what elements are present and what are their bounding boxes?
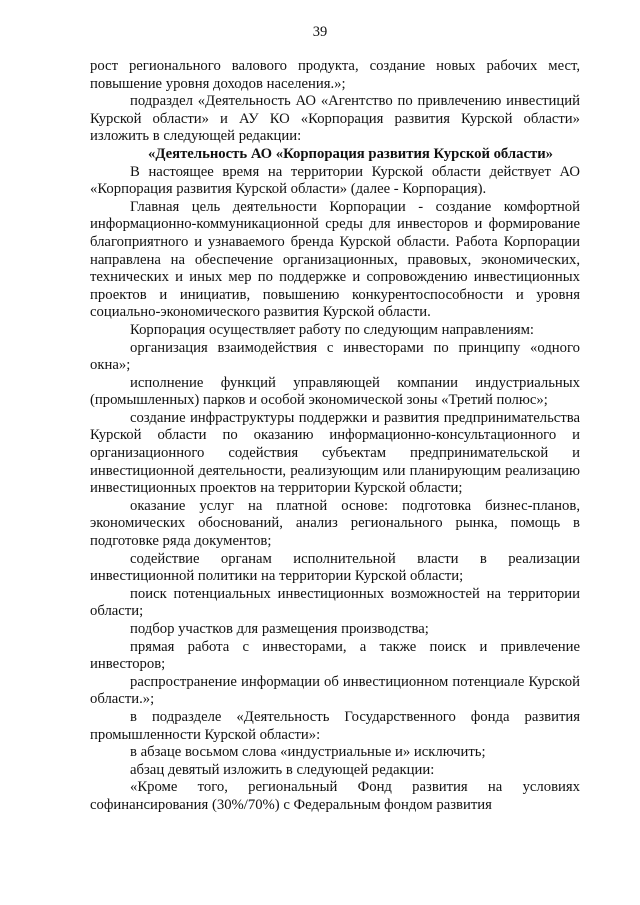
paragraph-fund-subsection: в подразделе «Деятельность Государственного фонда развития промышленности Курской области»: [90, 708, 580, 743]
page-number: 39 [312, 24, 328, 40]
list-item-direction: распространение информации об инвестиционном потенциале Курской области.»; [90, 673, 580, 708]
paragraph-subsection-amendment: подраздел «Деятельность АО «Агентство по привлечению инвестиций Курской области» и АУ КО «Корпорация развития Курской области» изложить в следующей редакции: [90, 93, 580, 145]
paragraph-main-goal: Главная цель деятельности Корпорации - создание комфортной информационно-коммуникационной среды для инвесторов и формирование благоприятного и узнаваемого бренда Курской области. Работа Корпорации направлена на обеспечение организационных, правовых, экономических, технических и иных мер по поддержке и сопровождению инвестиционных проектов и инициатив, повышению конкурентоспособности и уровня социально-экономического развития Курской области. [90, 198, 580, 321]
document-body [90, 58, 580, 815]
list-item-direction: содействие органам исполнительной власти в реализации инвестиционной политики на территории Курской области; [90, 550, 580, 585]
list-item-direction: создание инфраструктуры поддержки и развития предпринимательства Курской области по оказанию информационно-консультационного и организационного содействия субъектам предпринимательской и инвестиционной деятельности, реализующим или планирующим реализацию инвестиционных проектов на территории Курской области; [90, 409, 580, 497]
list-item-direction: организация взаимодействия с инвесторами по принципу «одного окна»; [90, 339, 580, 374]
list-item-direction: прямая работа с инвесторами, а также поиск и привлечение инвесторов; [90, 638, 580, 673]
list-item-direction: исполнение функций управляющей компании индустриальных (промышленных) парков и особой экономической зоны «Третий полюс»; [90, 374, 580, 409]
list-item-direction: подбор участков для размещения производства; [130, 621, 429, 637]
paragraph-quoted-text: «Кроме того, региональный Фонд развития на условиях софинансирования (30%/70%) с Федеральным фондом развития [90, 779, 580, 813]
paragraph-directions-intro: Корпорация осуществляет работу по следующим направлениям: [130, 321, 534, 338]
paragraph-intro: В настоящее время на территории Курской области действует АО «Корпорация развития Курской области» (далее - Корпорация). [90, 163, 580, 198]
list-item-direction: оказание услуг на платной основе: подготовка бизнес-планов, экономических обоснований, анализ регионального рынка, помощь в подготовке ряда документов; [90, 497, 580, 550]
paragraph-amendment: абзац девятый изложить в следующей редакции: [130, 761, 435, 778]
list-item-direction: поиск потенциальных инвестиционных возможностей на территории области; [90, 585, 580, 620]
paragraph-amendment: в абзаце восьмом слова «индустриальные и» исключить; [130, 744, 486, 761]
section-heading: «Деятельность АО «Корпорация развития Курской области» [148, 145, 554, 162]
paragraph-continuation: рост регионального валового продукта, создание новых рабочих мест, повышение уровня доходов населения.»; [90, 58, 580, 92]
